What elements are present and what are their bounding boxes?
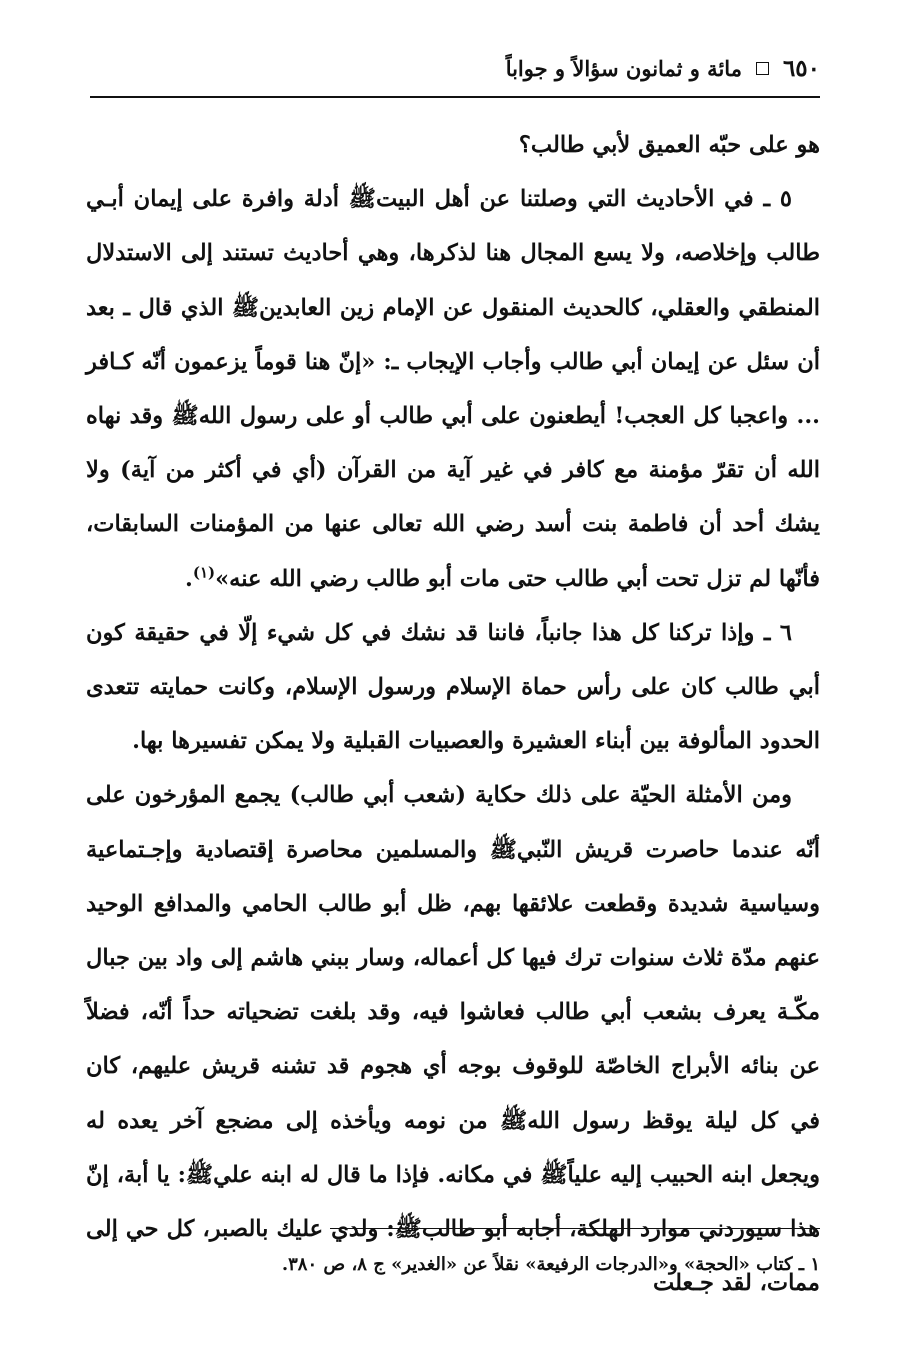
paragraph-2-text: ٥ ـ في الأحاديث التي وصلتنا عن أهل البيت‏ﷺ أدلة وافرة على إيمان أبـي طالب وإخلاصه، ولا يسع المجال هنا لذكرها، وهي أحاديث تستند إلى الاستدلال المنطقي والعقلي، كالحديث المنقول عن الإمام زين العابدين‏ﷺ الذي قال ـ بعد أن سئل عن إيمان أبي طالب وأجاب الإيجاب ـ: «إنّ هنا قوماً يزعمون أنّه كـافر ... واعجبا كل العجب! أيطعنون على أبي طالب أو على رسول الله‏ﷺ وقد نهاه الله أن تقرّ مؤمنة مع كافر في غير آية من القرآن (أي في أكثر من آية) ولا يشك أحد أن فاطمة بنت أسد رضي الله تعالى عنها من المؤمنات السابقات، فأنّها لم تزل تحت أبي طالب حتى مات أبو طالب رضي الله عنه» (86, 186, 820, 592)
header-divider (90, 96, 820, 98)
page-header (90, 48, 820, 88)
main-text (86, 118, 820, 1310)
footnote: ١ ـ كتاب «الحجة» و«الدرجات الرفيعة» نقلاً عن «الغدير» ج ٨، ص ٣٨٠. (281, 1254, 820, 1275)
paragraph-4: ومن الأمثلة الحيّة على ذلك حكاية (شعب أبي طالب) يجمع المؤرخون على أنّه عندما حاصرت قريش النّبي‏ﷺ والمسلمين محاصرة إقتصادية وإجـتماعية وسياسية شديدة وقطعت علائقها بهم، ظل أبو طالب الحامي والمدافع الوحيد عنهم مدّة ثلاث سنوات ترك فيها كل أعماله، وسار ببني هاشم إلى واد بين جبال مكّـة يعرف بشعب أبي طالب فعاشوا فيه، وقد بلغت تضحياته حداً أنّه، فضلاً عن بنائه الأبراج الخاصّة للوقوف بوجه أي هجوم قد تشنه قريش عليهم، كان في كل ليلة يوقظ رسول الله‏ﷺ من نومه ويأخذه إلى مضجع آخر يعده له ويجعل ابنه الحبيب إليه علياً‏ﷺ في مكانه. فإذا ما قال له ابنه علي‏ﷺ: يا أبة، إنّ هذا سيوردني موارد الهلكة، أجابه أبو طالب‏ﷺ: ولدي عليك بالصبر، كل حي إلى ممات، لقد جـعلت (86, 782, 820, 1297)
page-number: ٦٥٠ (782, 54, 820, 82)
footnote-reference: (١) (192, 563, 216, 582)
footnote-divider (330, 1228, 820, 1229)
paragraph-2-end: . (184, 565, 193, 592)
paragraph-2 (86, 172, 820, 606)
paragraph-3: ٦ ـ وإذا تركنا كل هذا جانباً، فاننا قد نشك في كل شيء إلّا في حقيقة كون أبي طالب كان على رأس حماة الإسلام ورسول الإسلام، وكانت حمايته تتعدى الحدود المألوفة بين أبناء العشيرة والعصبيات القبلية ولا يمكن تفسيرها بها. (86, 619, 820, 755)
book-title: مائة و ثمانون سؤالاً و جواباً (505, 55, 742, 81)
paragraph-1: هو على حبّه العميق لأبي طالب؟ (518, 132, 820, 158)
square-ornament-icon (756, 62, 769, 75)
